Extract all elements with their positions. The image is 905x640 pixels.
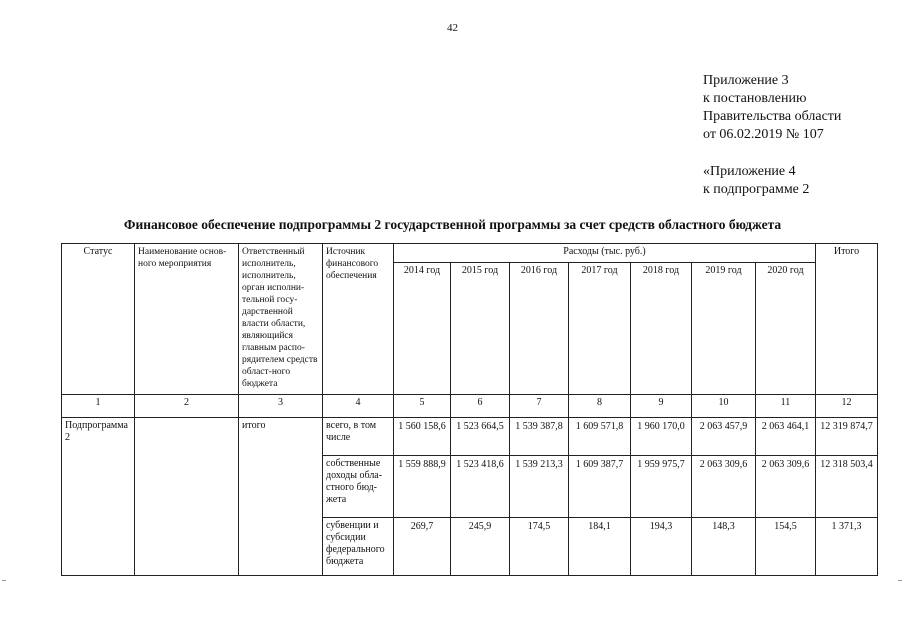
header-year: 2015 год [451, 263, 510, 395]
header-responsible: Ответственный исполнитель, исполнитель, орган исполни-тельной госу-дарственной власти области, являющийся главным распо-рядителем средств област-ного бюджета [239, 244, 323, 395]
page-number: 42 [447, 22, 458, 34]
index-cell: 7 [510, 395, 569, 418]
header-total: Итого [816, 244, 878, 395]
value-cell: 1 539 213,3 [510, 456, 569, 518]
value-cell: 1 523 664,5 [451, 418, 510, 456]
value-cell: 1 609 571,8 [569, 418, 631, 456]
header-status: Статус [62, 244, 135, 395]
value-cell: 1 960 170,0 [631, 418, 692, 456]
value-cell: 1 523 418,6 [451, 456, 510, 518]
value-cell: 1 559 888,9 [394, 456, 451, 518]
appendix-block [703, 72, 841, 144]
header-expenses: Расходы (тыс. руб.) [394, 244, 816, 263]
value-cell: 1 560 158,6 [394, 418, 451, 456]
index-cell: 12 [816, 395, 878, 418]
total-cell: 1 371,3 [816, 518, 878, 576]
source-cell: собственные доходы обла-стного бюд-жета [323, 456, 394, 518]
total-cell: 12 318 503,4 [816, 456, 878, 518]
value-cell: 148,3 [692, 518, 756, 576]
value-cell: 194,3 [631, 518, 692, 576]
margin-mark [898, 580, 902, 581]
header-name: Наименование основ-ного мероприятия [135, 244, 239, 395]
value-cell: 2 063 309,6 [692, 456, 756, 518]
value-cell: 245,9 [451, 518, 510, 576]
index-cell: 9 [631, 395, 692, 418]
value-cell: 269,7 [394, 518, 451, 576]
name-cell [135, 418, 239, 576]
document-title: Финансовое обеспечение подпрограммы 2 государственной программы за счет средств областного бюджета [123, 217, 782, 232]
source-cell: всего, в том числе [323, 418, 394, 456]
margin-mark [2, 580, 6, 581]
index-cell: 1 [62, 395, 135, 418]
appendix-line: от 06.02.2019 № 107 [703, 127, 824, 142]
value-cell: 2 063 309,6 [756, 456, 816, 518]
header-source: Источник финансового обеспечения [323, 244, 394, 395]
index-cell: 11 [756, 395, 816, 418]
appendix-line: к подпрограмме 2 [703, 182, 810, 197]
index-cell: 2 [135, 395, 239, 418]
appendix-line: Приложение 3 [703, 73, 789, 88]
value-cell: 154,5 [756, 518, 816, 576]
appendix-line: «Приложение 4 [703, 164, 796, 179]
value-cell: 2 063 457,9 [692, 418, 756, 456]
value-cell: 1 539 387,8 [510, 418, 569, 456]
index-cell: 3 [239, 395, 323, 418]
value-cell: 2 063 464,1 [756, 418, 816, 456]
header-year: 2020 год [756, 263, 816, 395]
financing-table [61, 243, 878, 576]
value-cell: 1 959 975,7 [631, 456, 692, 518]
header-year: 2017 год [569, 263, 631, 395]
total-cell: 12 319 874,7 [816, 418, 878, 456]
header-year: 2016 год [510, 263, 569, 395]
source-cell: субвенции и субсидии федерального бюджета [323, 518, 394, 576]
index-cell: 8 [569, 395, 631, 418]
responsible-cell: итого [239, 418, 323, 576]
value-cell: 174,5 [510, 518, 569, 576]
table-row [62, 418, 878, 456]
header-row-1 [62, 244, 878, 263]
status-cell: Подпрограмма 2 [62, 418, 135, 576]
header-year: 2019 год [692, 263, 756, 395]
index-cell: 10 [692, 395, 756, 418]
index-cell: 6 [451, 395, 510, 418]
appendix-line: к постановлению [703, 91, 807, 106]
index-row [62, 395, 878, 418]
value-cell: 1 609 387,7 [569, 456, 631, 518]
index-cell: 4 [323, 395, 394, 418]
value-cell: 184,1 [569, 518, 631, 576]
index-cell: 5 [394, 395, 451, 418]
appendix-line: Правительства области [703, 109, 842, 124]
appendix-block-2 [703, 163, 809, 199]
header-year: 2018 год [631, 263, 692, 395]
header-year: 2014 год [394, 263, 451, 395]
